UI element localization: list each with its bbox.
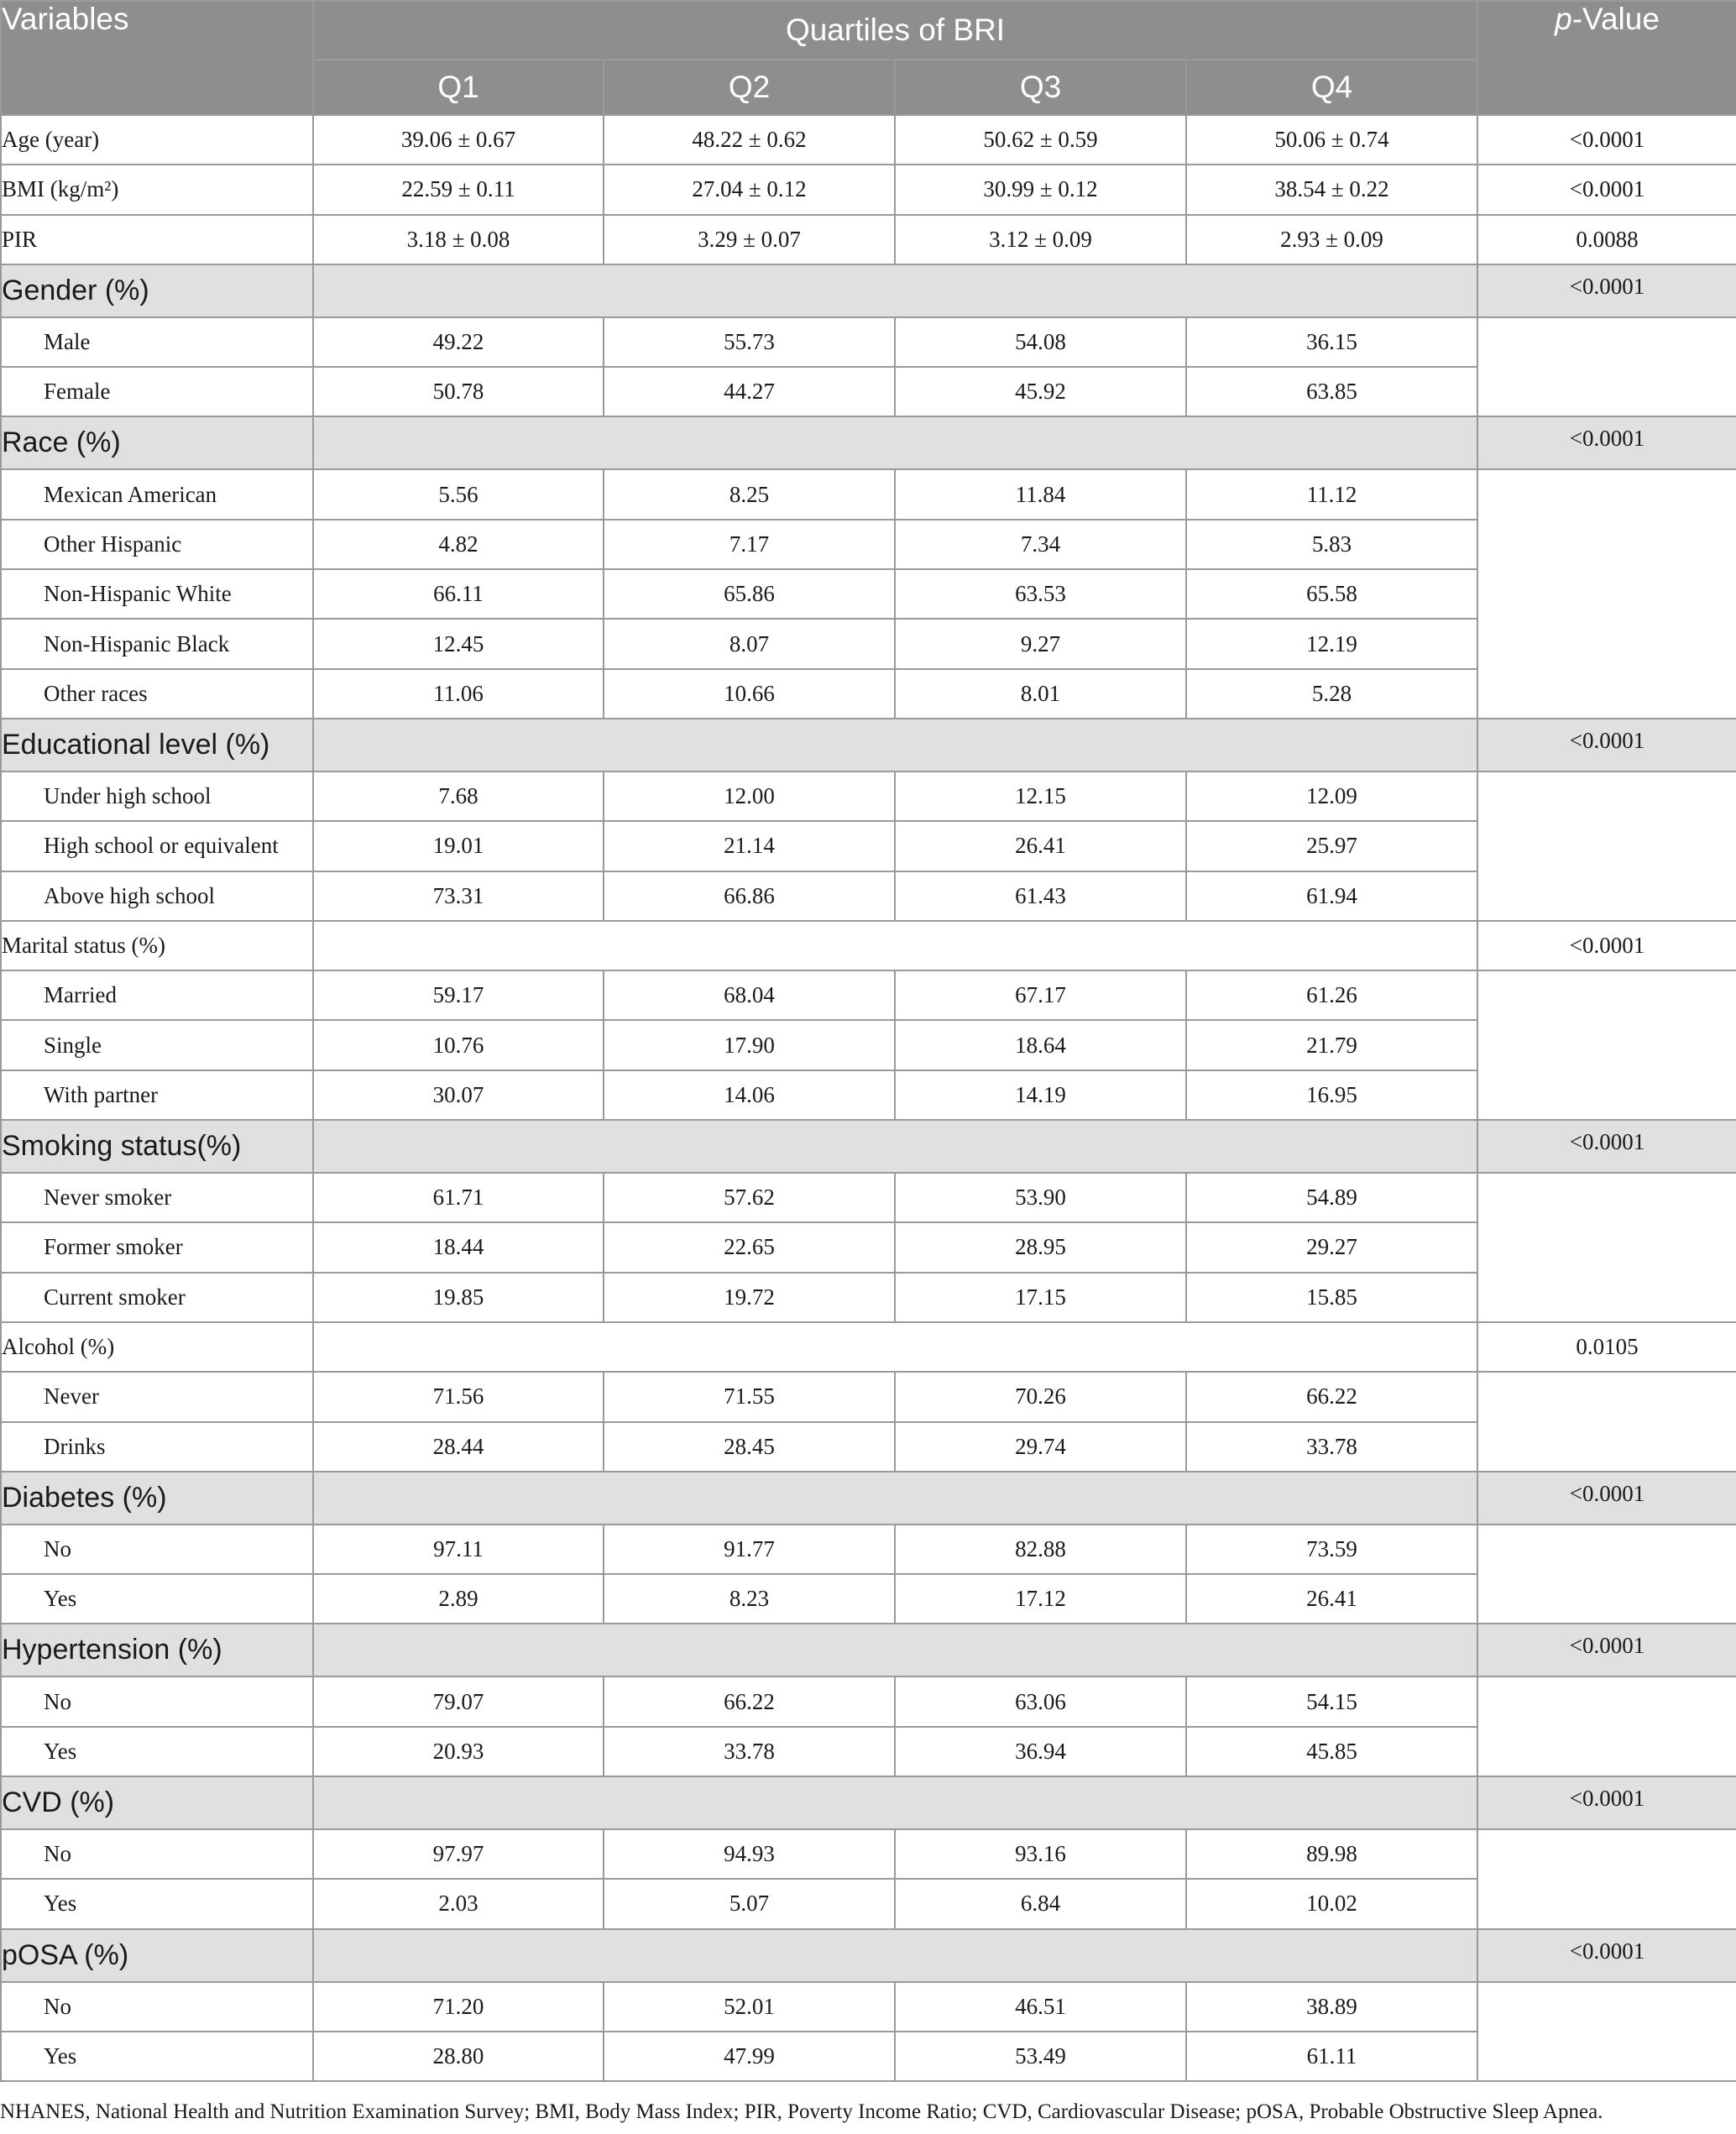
cell-q1: 3.18 ± 0.08: [313, 215, 604, 264]
cell-q1: 5.56: [313, 469, 604, 519]
cell-q2: 7.17: [604, 520, 895, 569]
p-value-empty: [1477, 1982, 1736, 2082]
table-row: [1, 2032, 1736, 2081]
table-row: [1, 1422, 1736, 1472]
section-span: [313, 1929, 1477, 1982]
cell-q1: 73.31: [313, 871, 604, 921]
cell-q2: 8.25: [604, 469, 895, 519]
row-label: Yes: [1, 1879, 313, 1928]
section-label: Marital status (%): [1, 921, 313, 970]
cell-q3: 8.01: [895, 669, 1186, 719]
cell-q3: 29.74: [895, 1422, 1186, 1472]
table-row: [1, 215, 1736, 264]
section-p-value: <0.0001: [1477, 1624, 1736, 1676]
row-label: Under high school: [1, 771, 313, 821]
cell-q4: 66.22: [1186, 1372, 1477, 1421]
cell-q4: 38.89: [1186, 1982, 1477, 2032]
section-p-value: <0.0001: [1477, 1776, 1736, 1829]
section-span: [313, 921, 1477, 970]
cell-q2: 57.62: [604, 1173, 895, 1222]
cell-q4: 36.15: [1186, 317, 1477, 367]
p-value-empty: [1477, 1676, 1736, 1776]
cell-q4: 54.89: [1186, 1173, 1477, 1222]
cell-q1: 22.59 ± 0.11: [313, 165, 604, 214]
table-row: [1, 669, 1736, 719]
row-label: Yes: [1, 1574, 313, 1624]
cell-q4: 12.09: [1186, 771, 1477, 821]
table-row: [1, 970, 1736, 1020]
row-label: No: [1, 1525, 313, 1574]
cell-q2: 10.66: [604, 669, 895, 719]
section-row: [1, 1472, 1736, 1525]
cell-q3: 14.19: [895, 1070, 1186, 1120]
section-row: [1, 1120, 1736, 1173]
p-value-empty: [1477, 970, 1736, 1120]
header-p-rest: -Value: [1571, 2, 1660, 36]
cell-q1: 49.22: [313, 317, 604, 367]
cell-q3: 53.90: [895, 1173, 1186, 1222]
section-p-value: <0.0001: [1477, 416, 1736, 469]
cell-q1: 20.93: [313, 1727, 604, 1776]
cell-q3: 7.34: [895, 520, 1186, 569]
cell-q2: 33.78: [604, 1727, 895, 1776]
cell-q4: 61.94: [1186, 871, 1477, 921]
table-row: [1, 1070, 1736, 1120]
p-value-empty: [1477, 469, 1736, 718]
section-p-value: 0.0105: [1477, 1322, 1736, 1372]
table-row: [1, 165, 1736, 214]
header-q2: Q2: [604, 60, 895, 115]
p-value-empty: [1477, 1829, 1736, 1929]
cell-q3: 82.88: [895, 1525, 1186, 1574]
table-row: [1, 821, 1736, 871]
cell-q2: 66.22: [604, 1676, 895, 1726]
row-label: PIR: [1, 215, 313, 264]
row-label: Non-Hispanic White: [1, 569, 313, 619]
section-row: [1, 1929, 1736, 1982]
section-p-value: <0.0001: [1477, 1120, 1736, 1173]
cell-q1: 71.56: [313, 1372, 604, 1421]
section-span: [313, 1322, 1477, 1372]
section-label: Smoking status(%): [1, 1120, 313, 1173]
table-row: [1, 1525, 1736, 1574]
cell-p-value: 0.0088: [1477, 215, 1736, 264]
cell-q3: 12.15: [895, 771, 1186, 821]
row-label: BMI (kg/m²): [1, 165, 313, 214]
cell-q1: 97.11: [313, 1525, 604, 1574]
cell-q1: 30.07: [313, 1070, 604, 1120]
cell-q1: 10.76: [313, 1020, 604, 1070]
cell-q4: 33.78: [1186, 1422, 1477, 1472]
header-p-value: [1477, 1, 1736, 115]
section-label: Diabetes (%): [1, 1472, 313, 1525]
cell-q1: 19.85: [313, 1273, 604, 1322]
cell-q3: 6.84: [895, 1879, 1186, 1928]
cell-q2: 21.14: [604, 821, 895, 871]
cell-q4: 25.97: [1186, 821, 1477, 871]
section-label: Hypertension (%): [1, 1624, 313, 1676]
table-row: [1, 1273, 1736, 1322]
table-row: [1, 1982, 1736, 2032]
cell-q4: 65.58: [1186, 569, 1477, 619]
cell-q3: 61.43: [895, 871, 1186, 921]
cell-q1: 12.45: [313, 619, 604, 668]
cell-q2: 28.45: [604, 1422, 895, 1472]
section-label: Alcohol (%): [1, 1322, 313, 1372]
p-value-empty: [1477, 1372, 1736, 1472]
row-label: With partner: [1, 1070, 313, 1120]
cell-q4: 12.19: [1186, 619, 1477, 668]
cell-q2: 91.77: [604, 1525, 895, 1574]
cell-q1: 2.89: [313, 1574, 604, 1624]
cell-q4: 21.79: [1186, 1020, 1477, 1070]
cell-q1: 4.82: [313, 520, 604, 569]
cell-q1: 66.11: [313, 569, 604, 619]
table-row: [1, 1574, 1736, 1624]
table-row: [1, 1020, 1736, 1070]
cell-q2: 3.29 ± 0.07: [604, 215, 895, 264]
cell-q3: 45.92: [895, 367, 1186, 416]
cell-q1: 79.07: [313, 1676, 604, 1726]
table-row: [1, 619, 1736, 668]
section-row: [1, 1776, 1736, 1829]
section-p-value: <0.0001: [1477, 1472, 1736, 1525]
header-quartiles-group: Quartiles of BRI: [313, 1, 1477, 60]
row-label: High school or equivalent: [1, 821, 313, 871]
row-label: No: [1, 1829, 313, 1879]
cell-q1: 28.80: [313, 2032, 604, 2081]
cell-q4: 61.11: [1186, 2032, 1477, 2081]
cell-q1: 18.44: [313, 1222, 604, 1272]
cell-q3: 28.95: [895, 1222, 1186, 1272]
cell-q4: 89.98: [1186, 1829, 1477, 1879]
table-row: [1, 469, 1736, 519]
cell-q4: 15.85: [1186, 1273, 1477, 1322]
row-label: Drinks: [1, 1422, 313, 1472]
row-label: Female: [1, 367, 313, 416]
cell-p-value: <0.0001: [1477, 165, 1736, 214]
table-body: [1, 115, 1736, 2081]
cell-q2: 71.55: [604, 1372, 895, 1421]
section-span: [313, 1472, 1477, 1525]
row-label: Former smoker: [1, 1222, 313, 1272]
section-p-value: <0.0001: [1477, 264, 1736, 317]
section-label: pOSA (%): [1, 1929, 313, 1982]
cell-q1: 2.03: [313, 1879, 604, 1928]
cell-q2: 14.06: [604, 1070, 895, 1120]
cell-q3: 17.15: [895, 1273, 1186, 1322]
row-label: Non-Hispanic Black: [1, 619, 313, 668]
p-value-empty: [1477, 1173, 1736, 1322]
row-label: Age (year): [1, 115, 313, 165]
cell-q2: 8.07: [604, 619, 895, 668]
cell-q2: 68.04: [604, 970, 895, 1020]
header-p-italic: p: [1555, 2, 1572, 36]
cell-q2: 65.86: [604, 569, 895, 619]
section-p-value: <0.0001: [1477, 719, 1736, 771]
section-span: [313, 719, 1477, 771]
header-q3: Q3: [895, 60, 1186, 115]
section-span: [313, 264, 1477, 317]
cell-q4: 63.85: [1186, 367, 1477, 416]
row-label: Married: [1, 970, 313, 1020]
header-row-1: [1, 1, 1736, 60]
header-q1: Q1: [313, 60, 604, 115]
cell-q3: 46.51: [895, 1982, 1186, 2032]
row-label: No: [1, 1982, 313, 2032]
cell-q4: 61.26: [1186, 970, 1477, 1020]
row-label: Never smoker: [1, 1173, 313, 1222]
cell-q3: 63.06: [895, 1676, 1186, 1726]
table-row: [1, 520, 1736, 569]
cell-q1: 50.78: [313, 367, 604, 416]
cell-q2: 44.27: [604, 367, 895, 416]
cell-q4: 26.41: [1186, 1574, 1477, 1624]
row-label: Above high school: [1, 871, 313, 921]
cell-q1: 71.20: [313, 1982, 604, 2032]
cell-q3: 9.27: [895, 619, 1186, 668]
table-row: [1, 1829, 1736, 1879]
cell-q2: 5.07: [604, 1879, 895, 1928]
cell-q3: 18.64: [895, 1020, 1186, 1070]
cell-q3: 11.84: [895, 469, 1186, 519]
cell-q1: 19.01: [313, 821, 604, 871]
row-label: Single: [1, 1020, 313, 1070]
table-row: [1, 1727, 1736, 1776]
section-span: [313, 1776, 1477, 1829]
row-label: Current smoker: [1, 1273, 313, 1322]
row-label: Never: [1, 1372, 313, 1421]
table-row: [1, 1676, 1736, 1726]
section-p-value: <0.0001: [1477, 1929, 1736, 1982]
cell-q4: 45.85: [1186, 1727, 1477, 1776]
table-row: [1, 1879, 1736, 1928]
cell-q3: 26.41: [895, 821, 1186, 871]
table-row: [1, 569, 1736, 619]
cell-q4: 16.95: [1186, 1070, 1477, 1120]
section-row: [1, 719, 1736, 771]
cell-q4: 54.15: [1186, 1676, 1477, 1726]
table-footnote: NHANES, National Health and Nutrition Examination Survey; BMI, Body Mass Index; PIR, Poverty Income Ratio; CVD, Cardiovascular Disease; pOSA, Probable Obstructive Sleep Apnea.: [0, 2100, 1603, 2123]
row-label: Male: [1, 317, 313, 367]
cell-q1: 28.44: [313, 1422, 604, 1472]
section-label: Race (%): [1, 416, 313, 469]
table-row: [1, 115, 1736, 165]
cell-q3: 17.12: [895, 1574, 1186, 1624]
table-row: [1, 871, 1736, 921]
cell-q2: 12.00: [604, 771, 895, 821]
cell-q2: 66.86: [604, 871, 895, 921]
cell-q4: 73.59: [1186, 1525, 1477, 1574]
cell-q1: 97.97: [313, 1829, 604, 1879]
cell-q3: 70.26: [895, 1372, 1186, 1421]
section-row: [1, 1624, 1736, 1676]
cell-q1: 39.06 ± 0.67: [313, 115, 604, 165]
section-p-value: <0.0001: [1477, 921, 1736, 970]
cell-q2: 52.01: [604, 1982, 895, 2032]
section-row: [1, 264, 1736, 317]
section-row: [1, 416, 1736, 469]
row-label: Other Hispanic: [1, 520, 313, 569]
cell-q4: 2.93 ± 0.09: [1186, 215, 1477, 264]
section-label: Gender (%): [1, 264, 313, 317]
cell-p-value: <0.0001: [1477, 115, 1736, 165]
cell-q4: 38.54 ± 0.22: [1186, 165, 1477, 214]
table-row: [1, 1222, 1736, 1272]
p-value-empty: [1477, 771, 1736, 921]
cell-q2: 55.73: [604, 317, 895, 367]
table-row: [1, 1372, 1736, 1421]
header-variables: Variables: [1, 1, 313, 115]
p-value-empty: [1477, 317, 1736, 417]
cell-q2: 22.65: [604, 1222, 895, 1272]
cell-q1: 7.68: [313, 771, 604, 821]
cell-q2: 48.22 ± 0.62: [604, 115, 895, 165]
cell-q3: 67.17: [895, 970, 1186, 1020]
section-span: [313, 1120, 1477, 1173]
cell-q2: 27.04 ± 0.12: [604, 165, 895, 214]
cell-q2: 8.23: [604, 1574, 895, 1624]
header-q4: Q4: [1186, 60, 1477, 115]
cell-q3: 3.12 ± 0.09: [895, 215, 1186, 264]
row-label: Yes: [1, 2032, 313, 2081]
cell-q4: 11.12: [1186, 469, 1477, 519]
cell-q3: 63.53: [895, 569, 1186, 619]
cell-q3: 54.08: [895, 317, 1186, 367]
cell-q2: 94.93: [604, 1829, 895, 1879]
cell-q3: 93.16: [895, 1829, 1186, 1879]
cell-q4: 50.06 ± 0.74: [1186, 115, 1477, 165]
cell-q1: 61.71: [313, 1173, 604, 1222]
cell-q2: 17.90: [604, 1020, 895, 1070]
cell-q3: 50.62 ± 0.59: [895, 115, 1186, 165]
section-span: [313, 416, 1477, 469]
row-label: No: [1, 1676, 313, 1726]
table-row: [1, 367, 1736, 416]
cell-q3: 30.99 ± 0.12: [895, 165, 1186, 214]
cell-q3: 53.49: [895, 2032, 1186, 2081]
cell-q4: 29.27: [1186, 1222, 1477, 1272]
row-label: Other races: [1, 669, 313, 719]
cell-q1: 59.17: [313, 970, 604, 1020]
cell-q4: 5.83: [1186, 520, 1477, 569]
row-label: Yes: [1, 1727, 313, 1776]
table-row: [1, 771, 1736, 821]
cell-q3: 36.94: [895, 1727, 1186, 1776]
cell-q2: 19.72: [604, 1273, 895, 1322]
cell-q4: 5.28: [1186, 669, 1477, 719]
section-row: [1, 1322, 1736, 1372]
section-span: [313, 1624, 1477, 1676]
section-label: CVD (%): [1, 1776, 313, 1829]
table-row: [1, 1173, 1736, 1222]
cell-q4: 10.02: [1186, 1879, 1477, 1928]
p-value-empty: [1477, 1525, 1736, 1624]
cell-q2: 47.99: [604, 2032, 895, 2081]
cell-q1: 11.06: [313, 669, 604, 719]
section-label: Educational level (%): [1, 719, 313, 771]
section-row: [1, 921, 1736, 970]
row-label: Mexican American: [1, 469, 313, 519]
table-row: [1, 317, 1736, 367]
